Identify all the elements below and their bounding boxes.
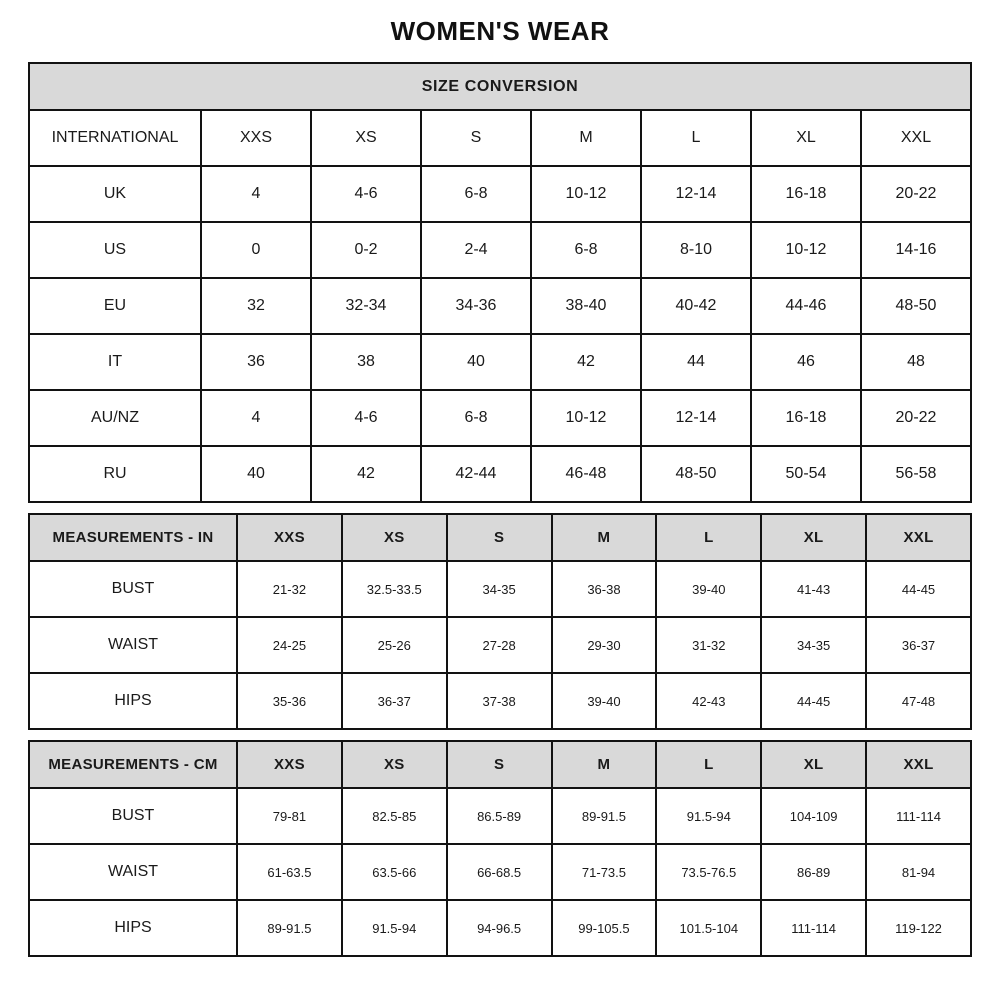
row-header-cell: WAIST [29,844,237,900]
table-cell: 99-105.5 [552,900,657,956]
column-header-cell: XXS [237,514,342,561]
table-cell: 44-45 [866,561,971,617]
table-cell: 101.5-104 [656,900,761,956]
table-cell: 16-18 [751,166,861,222]
column-header-cell: S [447,514,552,561]
table-cell: 79-81 [237,788,342,844]
table-cell: 119-122 [866,900,971,956]
column-header-cell: S [447,741,552,788]
table-cell: 71-73.5 [552,844,657,900]
table-cell: 36-38 [552,561,657,617]
table-cell: 61-63.5 [237,844,342,900]
table-cell: 48 [861,334,971,390]
row-header-cell: BUST [29,561,237,617]
row-header-cell: IT [29,334,201,390]
row-header-cell: EU [29,278,201,334]
table-row [29,222,971,278]
table-cell: 63.5-66 [342,844,447,900]
measurements-cm-table-body [29,741,971,956]
size-chart-page [0,16,1000,979]
row-header-cell: HIPS [29,900,237,956]
table-cell: 47-48 [866,673,971,729]
table-row [29,390,971,446]
column-header-cell: XXL [861,110,971,166]
table-row [29,334,971,390]
column-header-cell: XXL [866,514,971,561]
table-cell: 36-37 [866,617,971,673]
table-cell: 89-91.5 [237,900,342,956]
corner-header-cell: MEASUREMENTS - IN [29,514,237,561]
column-header-cell: M [552,741,657,788]
table-cell: 31-32 [656,617,761,673]
table-cell: 36-37 [342,673,447,729]
header-row [29,514,971,561]
row-header-cell: RU [29,446,201,502]
table-cell: 12-14 [641,390,751,446]
column-header-cell: M [531,110,641,166]
table-cell: 66-68.5 [447,844,552,900]
table-cell: 4-6 [311,166,421,222]
page-title: WOMEN'S WEAR [390,16,610,46]
table-cell: 8-10 [641,222,751,278]
table-cell: 38-40 [531,278,641,334]
column-header-cell: L [641,110,751,166]
table-cell: 86-89 [761,844,866,900]
corner-header-cell: MEASUREMENTS - CM [29,741,237,788]
column-header-cell: L [656,741,761,788]
table-cell: 38 [311,334,421,390]
table-cell: 32-34 [311,278,421,334]
table-cell: 86.5-89 [447,788,552,844]
table-row [29,900,971,956]
table-cell: 50-54 [751,446,861,502]
table-cell: 91.5-94 [656,788,761,844]
table-cell: 35-36 [237,673,342,729]
table-cell: 27-28 [447,617,552,673]
table-row [29,673,971,729]
table-title: SIZE CONVERSION [29,63,971,110]
table-cell: 40 [201,446,311,502]
table-cell: 111-114 [866,788,971,844]
column-header-cell: XS [342,741,447,788]
table-cell: 24-25 [237,617,342,673]
table-row [29,788,971,844]
table-cell: 42-43 [656,673,761,729]
table-cell: 73.5-76.5 [656,844,761,900]
column-header-cell: XXL [866,741,971,788]
table-cell: 32 [201,278,311,334]
table-cell: 0 [201,222,311,278]
table-cell: 104-109 [761,788,866,844]
size-conversion-table [28,62,972,503]
table-cell: 41-43 [761,561,866,617]
table-cell: 34-35 [447,561,552,617]
table-cell: 4 [201,390,311,446]
table-cell: 40 [421,334,531,390]
table-row [29,844,971,900]
table-cell: 0-2 [311,222,421,278]
table-row [29,166,971,222]
table-cell: 81-94 [866,844,971,900]
table-cell: 29-30 [552,617,657,673]
table-cell: 44-45 [761,673,866,729]
table-row [29,446,971,502]
table-cell: 32.5-33.5 [342,561,447,617]
header-row [29,110,971,166]
table-cell: 2-4 [421,222,531,278]
table-row [29,617,971,673]
table-title-row [29,63,971,110]
table-cell: 42-44 [421,446,531,502]
table-cell: 39-40 [552,673,657,729]
column-header-cell: XL [751,110,861,166]
table-cell: 56-58 [861,446,971,502]
table-cell: 10-12 [751,222,861,278]
header-row [29,741,971,788]
column-header-cell: XXS [237,741,342,788]
column-header-cell: XS [311,110,421,166]
table-cell: 46 [751,334,861,390]
table-cell: 82.5-85 [342,788,447,844]
column-header-cell: XL [761,741,866,788]
column-header-cell: L [656,514,761,561]
row-header-cell: BUST [29,788,237,844]
table-cell: 40-42 [641,278,751,334]
measurements-in-table [28,513,972,730]
table-cell: 37-38 [447,673,552,729]
table-row [29,561,971,617]
column-header-cell: M [552,514,657,561]
row-header-cell: UK [29,166,201,222]
table-cell: 42 [531,334,641,390]
table-cell: 6-8 [531,222,641,278]
column-header-cell: XL [761,514,866,561]
row-header-cell: US [29,222,201,278]
table-cell: 16-18 [751,390,861,446]
table-cell: 25-26 [342,617,447,673]
column-header-cell: XS [342,514,447,561]
table-cell: 34-36 [421,278,531,334]
table-cell: 21-32 [237,561,342,617]
table-cell: 20-22 [861,166,971,222]
table-cell: 36 [201,334,311,390]
table-cell: 46-48 [531,446,641,502]
table-cell: 48-50 [861,278,971,334]
table-cell: 44 [641,334,751,390]
measurements-cm-table [28,740,972,957]
table-cell: 111-114 [761,900,866,956]
table-cell: 4-6 [311,390,421,446]
table-cell: 48-50 [641,446,751,502]
size-conversion-table-body [29,63,971,502]
corner-header-cell: INTERNATIONAL [29,110,201,166]
table-cell: 10-12 [531,166,641,222]
table-cell: 20-22 [861,390,971,446]
table-cell: 34-35 [761,617,866,673]
table-cell: 39-40 [656,561,761,617]
table-cell: 42 [311,446,421,502]
table-cell: 91.5-94 [342,900,447,956]
table-cell: 44-46 [751,278,861,334]
table-row [29,278,971,334]
measurements-in-table-body [29,514,971,729]
column-header-cell: XXS [201,110,311,166]
table-cell: 12-14 [641,166,751,222]
table-cell: 10-12 [531,390,641,446]
column-header-cell: S [421,110,531,166]
table-cell: 94-96.5 [447,900,552,956]
table-cell: 4 [201,166,311,222]
table-cell: 14-16 [861,222,971,278]
table-cell: 6-8 [421,166,531,222]
row-header-cell: HIPS [29,673,237,729]
table-cell: 89-91.5 [552,788,657,844]
row-header-cell: WAIST [29,617,237,673]
table-cell: 6-8 [421,390,531,446]
row-header-cell: AU/NZ [29,390,201,446]
